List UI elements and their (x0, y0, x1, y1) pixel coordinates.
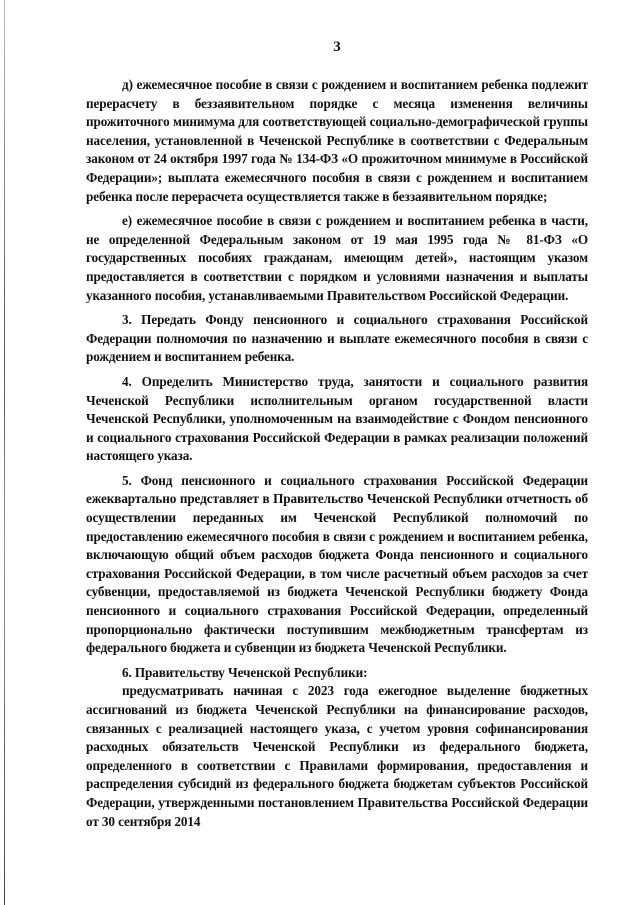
paragraph-clause-6-body: предусматривать начиная с 2023 года ежегодное выделение бюджетных ассигнований из бюджета Чеченской Республики на финансирование расходов, связанных с реализацией настоящего указа, с учетом уровня софинансирования расходных обязательств Чеченской Республики из федерального бюджета, определенного в соответствии с Правилами формирования, предоставления и распределения субсидий из федерального бюджета бюджетам субъектов Российской Федерации, утвержденными постановлением Правительства Российской Федерации от 30 сентября 2014 (86, 683, 588, 829)
paragraph-clause-6-heading: 6. Правительству Чеченской Республики: (122, 664, 368, 680)
paragraph-item-d: д) ежемесячное пособие в связи с рождением и воспитанием ребенка подлежит перерасчету в беззаявительном порядке с месяца изменения величины прожиточного минимума для соответствующей социально-демографической группы населения, установленной в Чеченской Республике в соответствии с Федеральным законом от 24 октября 1997 года № 134-ФЗ «О прожиточном минимуме в Российской Федерации»; выплата ежемесячного пособия в связи с рождением и воспитанием ребенка после перерасчета осуществляется также в беззаявительном порядке; (86, 77, 588, 204)
paragraph-clause-3: 3. Передать Фонду пенсионного и социального страхования Российской Федерации полномочия по назначению и выплате ежемесячного пособия в связи с рождением и воспитанием ребенка. (86, 312, 588, 365)
page-number: 3 (333, 39, 341, 55)
document-page (86, 36, 588, 837)
scan-edge-line (4, 0, 5, 905)
paragraph-item-e: е) ежемесячное пособие в связи с рождением и воспитанием ребенка в части, не определенной Федеральным законом от 19 мая 1995 года № 81-ФЗ «О государственных пособиях гражданам, имеющим детей», настоящим указом предоставляется в соответствии с порядком и условиями назначения и выплаты указанного пособия, устанавливаемыми Правительством Российской Федерации. (86, 213, 588, 303)
paragraph-clause-4: 4. Определить Министерство труда, занятости и социального развития Чеченской Республики исполнительным органом государственной власти Чеченской Республики, уполномоченным на взаимодействие с Фондом пенсионного и социального страхования Российской Федерации в рамках реализации положений настоящего указа. (86, 373, 588, 464)
paragraph-clause-5: 5. Фонд пенсионного и социального страхования Российской Федерации ежеквартально представляет в Правительство Чеченской Республики отчетность об осуществлении переданных им Чеченской Республикой полномочий по предоставлению ежемесячного пособия в связи с рождением и воспитанием ребенка, включающую общий объем расходов бюджета Фонда пенсионного и социального страхования Российской Федерации, в том числе расчетный объем расходов за счет субвенции, предоставляемой из бюджета Чеченской Республики бюджету Фонда пенсионного и социального страхования Российской Федерации, определенный пропорционально фактически поступившим межбюджетным трансфертам из федерального бюджета и субвенции из бюджета Чеченской Республики. (86, 472, 588, 656)
